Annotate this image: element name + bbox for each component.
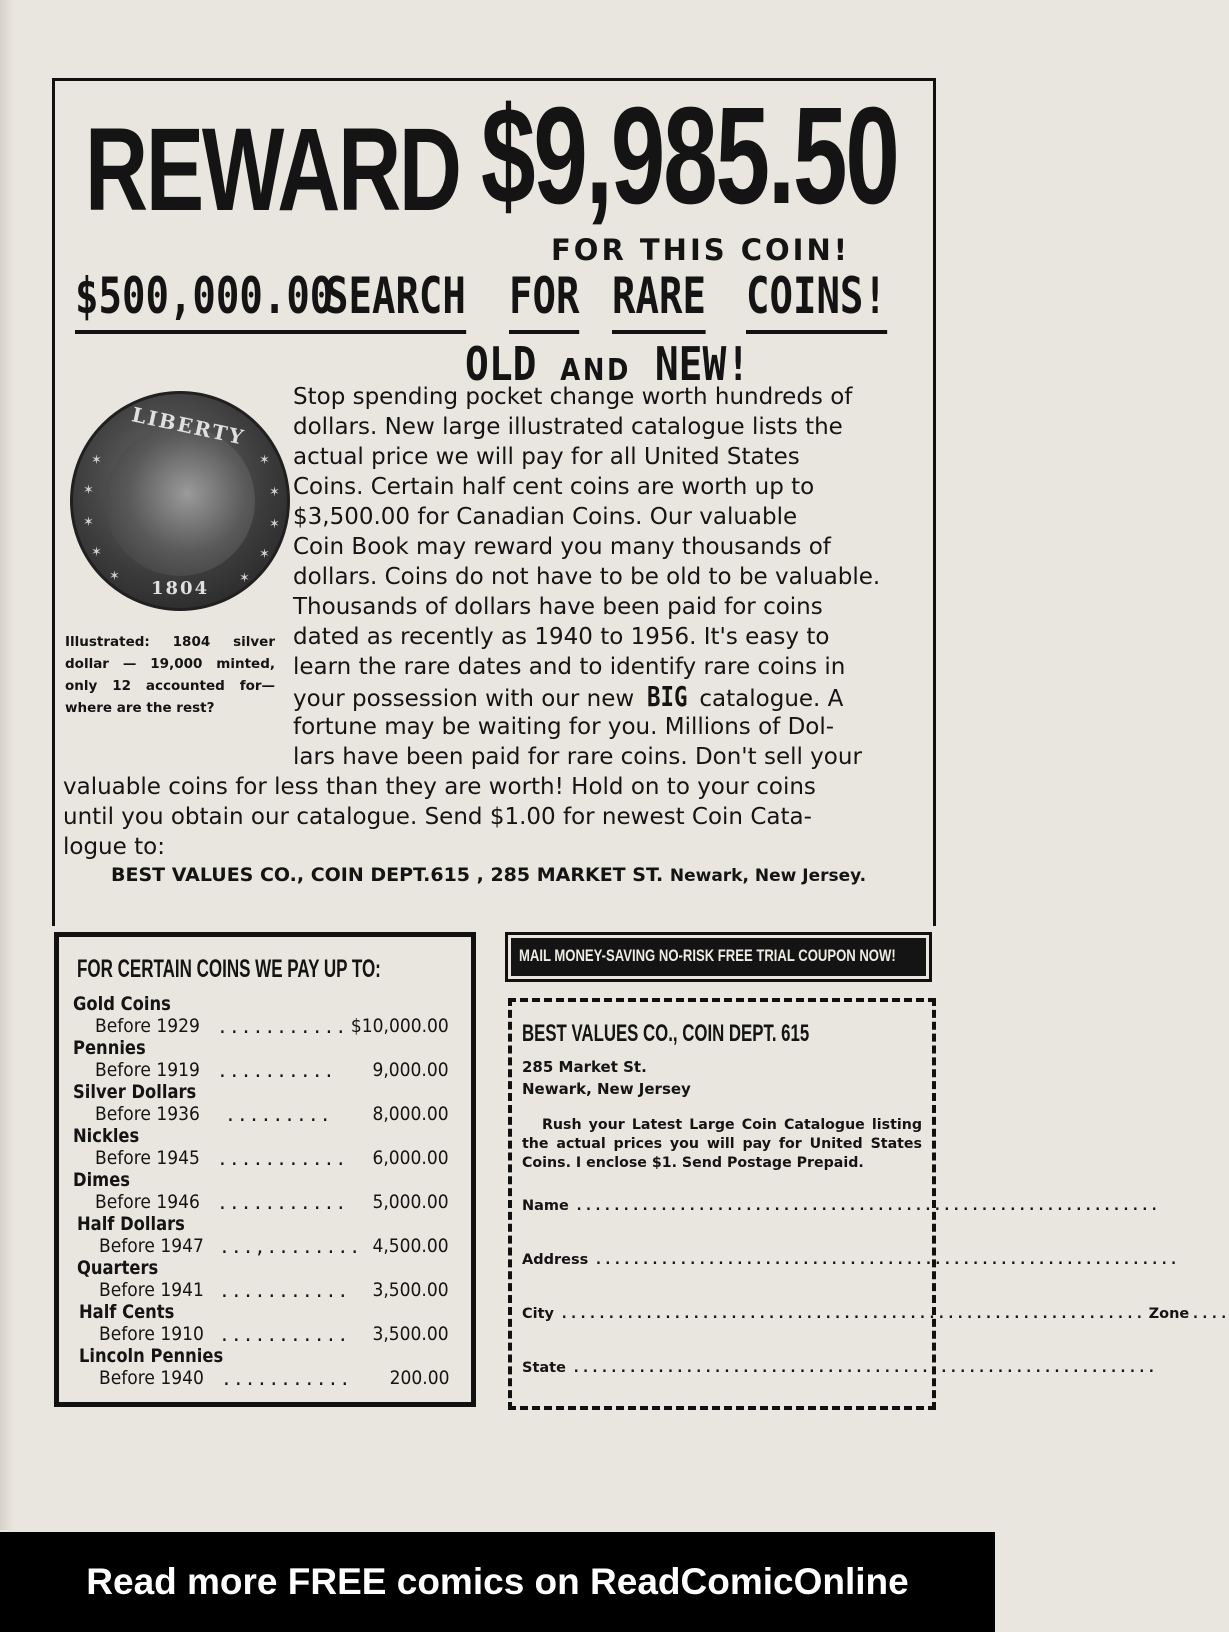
coin-category: Nickles <box>73 1125 140 1147</box>
coin-amount: 4,500.00 <box>372 1235 449 1257</box>
name-field[interactable]: Name .............................................................. <box>522 1198 1160 1214</box>
coin-amount: 5,000.00 <box>372 1191 449 1213</box>
dot-leader: ........... <box>221 1369 352 1390</box>
body-text-line: actual price we will pay for all United States <box>293 444 800 470</box>
search-word: COINS! <box>746 271 887 334</box>
dot-leader: ........... <box>217 1149 348 1170</box>
coupon-text: Rush your Latest Large Coin Catalogue listing the actual prices you will pay for United States Coins. I enclose $1. Send Postage Prepaid. <box>522 1117 922 1171</box>
coin-illustration <box>70 391 290 611</box>
coin-category: Silver Dollars <box>73 1081 197 1103</box>
zone-label: Zone <box>1148 1306 1190 1322</box>
body-text-line: lars have been paid for rare coins. Don't sell your <box>293 744 862 770</box>
coin-before-year: Before 1936 <box>95 1103 200 1125</box>
coin-before-year: Before 1940 <box>99 1367 204 1389</box>
advertiser-company: BEST VALUES CO., COIN DEPT.615 , 285 MARKET ST. <box>111 864 664 886</box>
body-text-line: dollars. New large illustrated catalogue lists the <box>293 414 843 440</box>
name-label: Name <box>522 1198 569 1214</box>
search-amount: $500,000.00 <box>75 271 333 334</box>
coin-before-year: Before 1945 <box>95 1147 200 1169</box>
footer-banner[interactable]: Read more FREE comics on ReadComicOnline <box>0 1532 995 1632</box>
price-table-title: FOR CERTAIN COINS WE PAY UP TO: <box>77 955 381 983</box>
dot-leader: ......... <box>225 1105 332 1126</box>
body-text-line-big <box>293 680 844 713</box>
for-this-coin: FOR THIS COIN! <box>551 233 850 267</box>
dot-leader: ........... <box>217 1017 348 1038</box>
coin-amount: 6,000.00 <box>372 1147 449 1169</box>
coupon-banner <box>505 932 932 982</box>
body-text-line: Coin Book may reward you many thousands of <box>293 534 831 560</box>
coin-before-year: Before 1910 <box>99 1323 204 1345</box>
address-field[interactable]: Address .............................................................. <box>522 1252 1179 1268</box>
coupon-company: BEST VALUES CO., COIN DEPT. 615 <box>522 1020 810 1047</box>
coupon-street: 285 Market St. <box>522 1058 647 1076</box>
new-word: NEW! <box>654 337 751 391</box>
coupon-city: Newark, New Jersey <box>522 1080 691 1098</box>
coin-amount: $10,000.00 <box>351 1015 449 1037</box>
advertiser-address <box>111 864 866 886</box>
city-field[interactable]: City .............................................................. Zone .... <box>522 1306 1229 1322</box>
star-icon: ✶ <box>269 517 280 532</box>
star-icon: ✶ <box>269 485 280 500</box>
old-and-new <box>465 337 750 391</box>
coin-category: Gold Coins <box>73 993 171 1015</box>
reward-headline: REWARD <box>85 104 460 236</box>
search-word: FOR <box>509 271 579 334</box>
coin-amount: 3,500.00 <box>372 1323 449 1345</box>
dot-leader: ...,........ <box>219 1237 362 1258</box>
coin-amount: 3,500.00 <box>372 1279 449 1301</box>
star-icon: ✶ <box>83 515 94 530</box>
zone-field[interactable]: .... <box>1191 1306 1229 1322</box>
body-text-line: valuable coins for less than they are worth! Hold on to your coins <box>63 774 816 800</box>
city-label: City <box>522 1306 554 1322</box>
page-edge <box>0 0 14 1530</box>
search-word: RARE <box>612 271 706 334</box>
coin-legend: LIBERTY <box>129 402 248 450</box>
coin-before-year: Before 1946 <box>95 1191 200 1213</box>
body-text-line: dollars. Coins do not have to be old to be valuable. <box>293 564 881 590</box>
coin-portrait <box>105 426 255 576</box>
dot-leader: ........... <box>217 1193 348 1214</box>
address-label: Address <box>522 1252 589 1268</box>
coin-amount: 8,000.00 <box>372 1103 449 1125</box>
body-text-line: logue to: <box>63 834 165 860</box>
body-text-line: learn the rare dates and to identify rare coins in <box>293 654 846 680</box>
body-text-line: $3,500.00 for Canadian Coins. Our valuable <box>293 504 798 530</box>
body-text-line: fortune may be waiting for you. Millions of Dol- <box>293 714 835 740</box>
and-word: AND <box>560 353 632 388</box>
body-text: your possession with our new <box>293 686 635 712</box>
coin-category: Half Dollars <box>77 1213 185 1235</box>
star-icon: ✶ <box>259 453 270 468</box>
coin-category: Lincoln Pennies <box>79 1345 224 1367</box>
price-table <box>54 932 476 1407</box>
state-field[interactable]: State .............................................................. <box>522 1360 1157 1376</box>
dot-leader: ........... <box>219 1325 350 1346</box>
old-word: OLD <box>465 337 537 391</box>
star-icon: ✶ <box>91 453 102 468</box>
reward-amount: $9,985.50 <box>481 79 898 233</box>
coin-category: Dimes <box>73 1169 131 1191</box>
coin-amount: 200.00 <box>389 1367 449 1389</box>
body-text-line: dated as recently as 1940 to 1956. It's easy to <box>293 624 830 650</box>
coin-category: Half Cents <box>79 1301 175 1323</box>
dot-leader: .......... <box>217 1061 336 1082</box>
star-icon: ✶ <box>109 569 120 584</box>
coin-year: 1804 <box>151 578 210 599</box>
coin-category: Pennies <box>73 1037 146 1059</box>
body-text-line: Thousands of dollars have been paid for coins <box>293 594 823 620</box>
coin-before-year: Before 1941 <box>99 1279 204 1301</box>
state-label: State <box>522 1360 566 1376</box>
search-word: SEARCH <box>325 271 466 334</box>
body-text-line: until you obtain our catalogue. Send $1.00 for newest Coin Cata- <box>63 804 812 830</box>
mail-coupon[interactable] <box>508 998 1229 1410</box>
advertisement-box <box>52 78 936 926</box>
body-text-line: Coins. Certain half cent coins are worth up to <box>293 474 815 500</box>
coin-amount: 9,000.00 <box>372 1059 449 1081</box>
body-text-line: Stop spending pocket change worth hundreds of <box>293 384 853 410</box>
advertiser-city: Newark, New Jersey. <box>669 866 867 886</box>
body-text: catalogue. A <box>699 686 844 712</box>
star-icon: ✶ <box>91 545 102 560</box>
coin-before-year: Before 1947 <box>99 1235 204 1257</box>
coupon-banner-text: MAIL MONEY-SAVING NO-RISK FREE TRIAL COUPON NOW! <box>519 946 896 965</box>
coin-before-year: Before 1929 <box>95 1015 200 1037</box>
coin-category: Quarters <box>77 1257 159 1279</box>
dot-leader: ........... <box>219 1281 350 1302</box>
coin-caption: Illustrated: 1804 silver dollar — 19,000 minted, only 12 accounted for— where are the rest? <box>65 634 275 716</box>
star-icon: ✶ <box>83 483 94 498</box>
big-word: BIG <box>646 680 688 713</box>
coin-before-year: Before 1919 <box>95 1059 200 1081</box>
star-icon: ✶ <box>239 571 250 586</box>
star-icon: ✶ <box>259 547 270 562</box>
